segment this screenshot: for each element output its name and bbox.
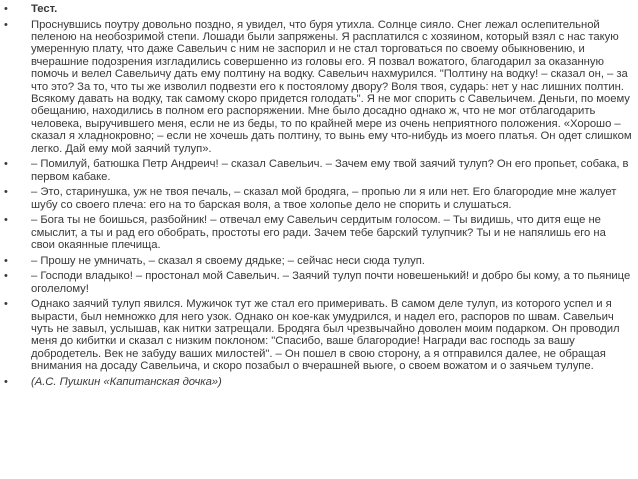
bullet-icon: • [4, 3, 8, 15]
bullet-icon: • [4, 186, 8, 199]
bullet-icon: • [4, 214, 8, 227]
list-item-title [0, 3, 638, 15]
paragraph-text: – Бога ты не боишься, разбойник! – отвечал ему Савельич сердитым голосом. – Ты видишь, что дитя еще не смыслит, а ты и рад его обобрать, простоты его ради. Зачем тебе барский тулупчик? Ты и не напялишь его на свои окаянные плечища. [31, 214, 606, 252]
bullet-list [0, 3, 638, 388]
paragraph-text: – Это, старинушка, уж не твоя печаль, – сказал мой бродяга, – пропью ли я или нет. Его благородие мне жалует шубу со своего плеча: его на то барская воля, а твое холопье дело не спорить и слушаться. [31, 186, 617, 211]
bullet-icon: • [4, 18, 8, 31]
list-item [0, 186, 638, 211]
bullet-icon: • [4, 298, 8, 311]
list-item [0, 214, 638, 251]
document-page [0, 3, 638, 391]
list-item [0, 298, 638, 372]
list-item [0, 19, 638, 155]
paragraph-text: – Прошу не умничать, – сказал я своему дядьке; – сейчас неси сюда тулуп. [31, 254, 425, 267]
paragraph-text: – Помилуй, батюшка Петр Андреич! – сказал Савельич. – Зачем ему твой заячий тулуп? Он его пропьет, собака, в первом кабаке. [31, 158, 629, 183]
document-title: Тест. [31, 3, 58, 15]
bullet-icon: • [4, 270, 8, 283]
bullet-icon: • [4, 254, 8, 267]
bullet-icon: • [4, 158, 8, 171]
list-item [0, 255, 638, 267]
list-item [0, 158, 638, 183]
bullet-icon: • [4, 375, 8, 388]
paragraph-text: – Господи владыко! – простонал мой Савельич. – Заячий тулуп почти новешенький! и добро бы кому, а то пьянице оголелому! [31, 270, 631, 295]
list-item [0, 270, 638, 295]
source-citation: (А.С. Пушкин «Капитанская дочка») [31, 375, 222, 388]
paragraph-text: Однако заячий тулуп явился. Мужичок тут же стал его примеривать. В самом деле тулуп, из которого успел и я вырасти, был немножко для него узок. Однако он кое-как умудрился, и надел его, распоров по швам. Савельич чуть не завыл, услышав, как нитки затрещали. Бродяга был чрезвычайно доволен моим подарком. Он проводил меня до кибитки и сказал с низким поклоном: "Спасибо, ваше благородие! Награди вас господь за вашу добродетель. Век не забуду ваших милостей". – Он пошел в свою сторону, а я отправился далее, не обращая внимания на досаду Савельича, и скоро позабыл о вчерашней вьюге, о своем вожатом и о заячьем тулупе. [31, 298, 620, 373]
list-item-source [0, 376, 638, 388]
paragraph-text: Проснувшись поутру довольно поздно, я увидел, что буря утихла. Солнце сияло. Снег лежал ослепительной пеленою на необозримой степи. Лошади были запряжены. Я расплатился с хозяином, который взял с нас такую умеренную плату, что даже Савельич с ним не заспорил и не стал торговаться по своему обыкновению, и вчерашние подозрения изгладились совершенно из головы его. Я позвал вожатого, благодарил за оказанную помочь и велел Савельичу дать ему полтину на водку. Савельич нахмурился. "Полтину на водку! – сказал он, – за что это? За то, что ты же изволил подвезти его к постоялому двору? Воля твоя, сударь: нет у нас лишних полтин. Всякому давать на водку, так самому скоро придется голодать". Я не мог спорить с Савельичем. Деньги, по моему обещанию, находились в полном его распоряжении. Мне было досадно однако ж, что не мог отблагодарить человека, выручившего меня, если не из беды, то по крайней мере из очень неприятного положения. «Хорошо – сказал я хладнокровно; – если не хочешь дать полтину, то вынь ему что-нибудь из моего платья. Он одет слишком легко. Дай ему мой заячий тулуп». [31, 18, 632, 155]
